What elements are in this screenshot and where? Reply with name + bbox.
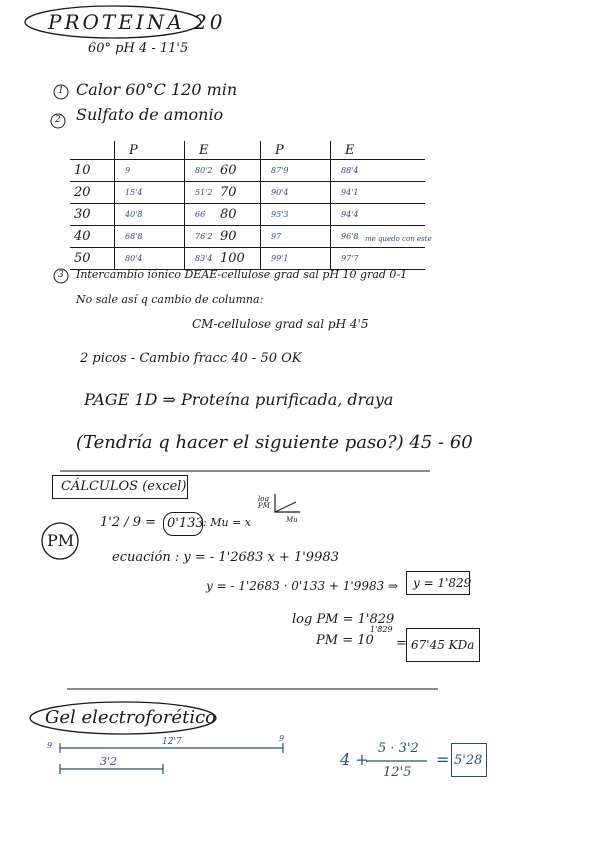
table-cell: 51'2 xyxy=(185,182,252,204)
pm-ratio: 1'2 / 9 = xyxy=(100,515,157,530)
scale-top-mid: 12'7 xyxy=(162,737,182,747)
pm-equation: ecuación : y = - 1'2683 x + 1'9983 xyxy=(112,550,339,565)
table-cell: 15'4 xyxy=(115,182,185,204)
pm-label: PM xyxy=(47,531,75,550)
step3-number: 3 xyxy=(58,270,64,280)
table-cell: 83'4 xyxy=(185,248,252,270)
note-picos: 2 picos - Cambio fracc 40 - 50 OK xyxy=(80,351,302,366)
table-cell: 20 xyxy=(70,182,115,204)
pm-mu: : Mu = x xyxy=(203,516,251,529)
table-cell: 97 xyxy=(261,226,331,248)
pm-ratio-value: 0'133 xyxy=(167,516,204,531)
step3-line3: CM-cellulose grad sal pH 4'5 xyxy=(192,317,369,331)
table-header xyxy=(216,141,261,160)
table-header: P xyxy=(261,141,331,160)
step2-text: Sulfato de amonio xyxy=(76,105,224,124)
subtitle: 60° pH 4 - 11'5 xyxy=(88,41,189,56)
table-cell: 40'8 xyxy=(115,204,185,226)
y-result-box xyxy=(406,571,470,595)
table-cell: 10 xyxy=(70,160,115,182)
step1-number: 1 xyxy=(58,86,64,96)
table-row xyxy=(216,248,425,270)
step1-text: Calor 60°C 120 min xyxy=(76,80,238,99)
pm-y-result: y = 1'829 xyxy=(413,576,472,590)
table-cell: 90'4 xyxy=(261,182,331,204)
table-cell: 40 xyxy=(70,226,115,248)
table-row xyxy=(216,204,425,226)
table-cell: 70 xyxy=(216,182,261,204)
pm-exponent: 1'829 xyxy=(370,625,393,634)
graph-axes xyxy=(275,494,300,512)
pm-substitution: y = - 1'2683 · 0'133 + 1'9983 ⇒ xyxy=(206,579,399,593)
table-cell: 88'4 xyxy=(331,160,426,182)
electro-label: Gel electroforético xyxy=(45,707,216,728)
note-question: (Tendría q hacer el siguiente paso?) 45 - 60 xyxy=(76,432,473,453)
table-cell: 90 xyxy=(216,226,261,248)
table-cell: 68'8 xyxy=(115,226,185,248)
step2-number: 2 xyxy=(55,115,61,125)
table-cell: 100 xyxy=(216,248,261,270)
scale-bottom-mid: 3'2 xyxy=(100,755,118,768)
electro-result-box xyxy=(451,743,487,777)
calculos-box xyxy=(52,475,188,499)
table-cell: 94'1 xyxy=(331,182,426,204)
table-header xyxy=(70,141,115,160)
pm-equals: = xyxy=(396,636,407,651)
step3-line1: Intercambio iónico DEAE-cellulose grad sal pH 10 grad 0-1 xyxy=(76,268,408,281)
graph-y-label: log PM xyxy=(258,495,270,510)
calculos-label: CÁLCULOS (excel) xyxy=(61,479,187,494)
table-cell: 99'1 xyxy=(261,248,331,270)
table-cell: 97'7 xyxy=(331,248,426,270)
table-header: E xyxy=(185,141,252,160)
pm-result: 67'45 KDa xyxy=(411,638,475,652)
electro-denominator: 12'5 xyxy=(383,765,412,780)
electro-result: 5'28 xyxy=(454,753,483,768)
table-cell: 80'4 xyxy=(115,248,185,270)
scale-top-right: 9 xyxy=(279,734,285,743)
ratio-value-oval xyxy=(163,512,203,536)
table-cell: 96'8 xyxy=(331,226,426,248)
pm-result-box xyxy=(406,628,480,662)
table-cell: 9 xyxy=(115,160,185,182)
table-note: me quedo con este xyxy=(365,235,432,243)
table-cell: 60 xyxy=(216,160,261,182)
note-page: PAGE 1D ⇒ Proteína purificada, draya xyxy=(84,390,394,409)
table-cell: 76'2 xyxy=(185,226,252,248)
step3-line2: No sale así q cambio de columna: xyxy=(76,293,264,306)
table-row xyxy=(216,160,425,182)
electro-equals: = xyxy=(436,750,450,769)
table-cell: 95'3 xyxy=(261,204,331,226)
table-cell: 66 xyxy=(185,204,252,226)
sulfate-table-right xyxy=(216,141,425,270)
table-cell: 50 xyxy=(70,248,115,270)
table-cell: 94'4 xyxy=(331,204,426,226)
electro-numerator: 5 · 3'2 xyxy=(378,741,419,756)
page-title: PROTEINA 20 xyxy=(48,10,226,34)
pm-log-line: log PM = 1'829 xyxy=(292,612,395,627)
table-header: E xyxy=(331,141,426,160)
table-row xyxy=(216,182,425,204)
graph-x-label: Mu xyxy=(286,516,298,524)
table-cell: 80 xyxy=(216,204,261,226)
scale-top-left: 9 xyxy=(47,741,53,750)
table-cell: 87'9 xyxy=(261,160,331,182)
pm-pm-line: PM = 10 xyxy=(316,633,374,648)
electro-expr-prefix: 4 + xyxy=(340,750,369,769)
table-header: P xyxy=(115,141,185,160)
table-cell: 30 xyxy=(70,204,115,226)
table-cell: 80'2 xyxy=(185,160,252,182)
